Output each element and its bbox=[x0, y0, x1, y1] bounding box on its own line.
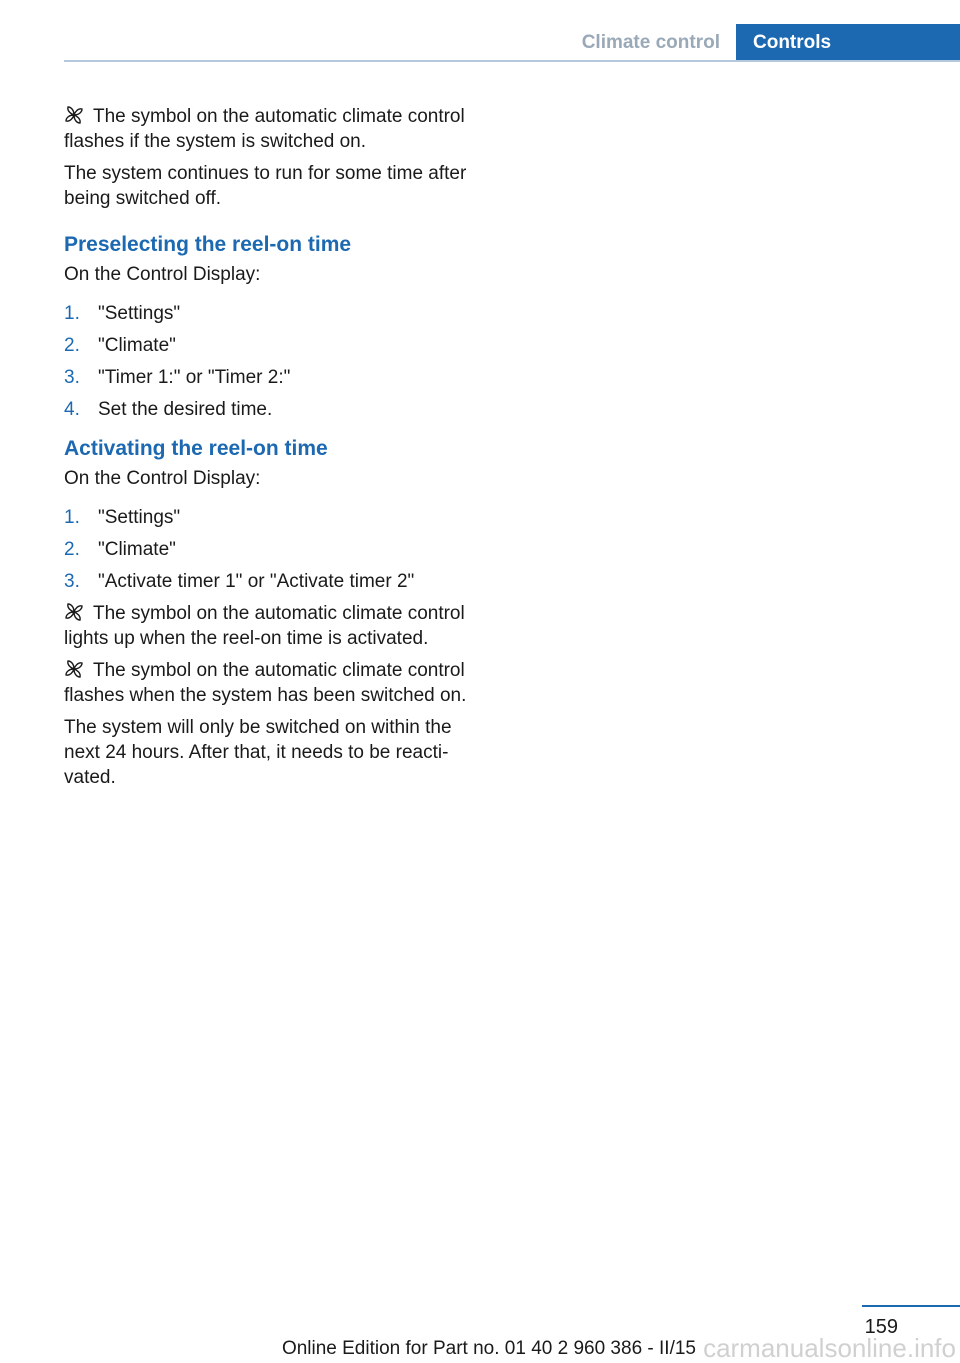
edition-footer: Online Edition for Part no. 01 40 2 960 386 - II/15 bbox=[281, 1338, 696, 1359]
footer-divider bbox=[862, 1305, 960, 1307]
header-chapter-tab bbox=[736, 24, 960, 62]
run-on-note: The system continues to run for some time after being switched off. bbox=[64, 163, 467, 209]
list-item: 1. "Settings" bbox=[64, 507, 181, 528]
list-item: 1. "Settings" bbox=[64, 303, 181, 324]
list-item: 2. "Climate" bbox=[64, 335, 176, 356]
fan-icon bbox=[64, 105, 84, 125]
fan-note-flashes: The symbol on the automatic climate control flashes if the system is switched on. bbox=[64, 106, 465, 152]
steps-preselecting bbox=[64, 301, 484, 422]
page-number: 159 bbox=[864, 1316, 898, 1338]
fan-icon bbox=[64, 602, 84, 622]
reactivation-note: The system will only be switched on within the next 24 hours. After that, it needs to be reactivated. bbox=[64, 717, 452, 788]
section-intro: On the Control Display: bbox=[64, 264, 261, 285]
list-item: 4. Set the desired time. bbox=[64, 399, 273, 420]
heading-activating: Activating the reel-on time bbox=[64, 437, 328, 460]
header-divider bbox=[64, 60, 960, 62]
header-section-title: Climate control bbox=[581, 32, 720, 53]
fan-note-lights-up: The symbol on the automatic climate control lights up when the reel-on time is activated. bbox=[64, 603, 465, 649]
list-item: 3. "Timer 1:" or "Timer 2:" bbox=[64, 367, 291, 388]
header-chapter-label: Controls bbox=[753, 32, 832, 53]
list-item: 2. "Climate" bbox=[64, 539, 176, 560]
page-content bbox=[64, 104, 484, 797]
list-item: 3. "Activate timer 1" or "Activate timer 2" bbox=[64, 571, 415, 592]
section-intro: On the Control Display: bbox=[64, 468, 261, 489]
heading-preselecting: Preselecting the reel-on time bbox=[64, 233, 352, 256]
fan-icon bbox=[64, 659, 84, 679]
steps-activating bbox=[64, 505, 484, 594]
fan-note-flashes-on: The symbol on the automatic climate control flashes when the system has been switched on. bbox=[64, 660, 467, 706]
watermark: carmanualsonline.info bbox=[703, 1333, 956, 1363]
